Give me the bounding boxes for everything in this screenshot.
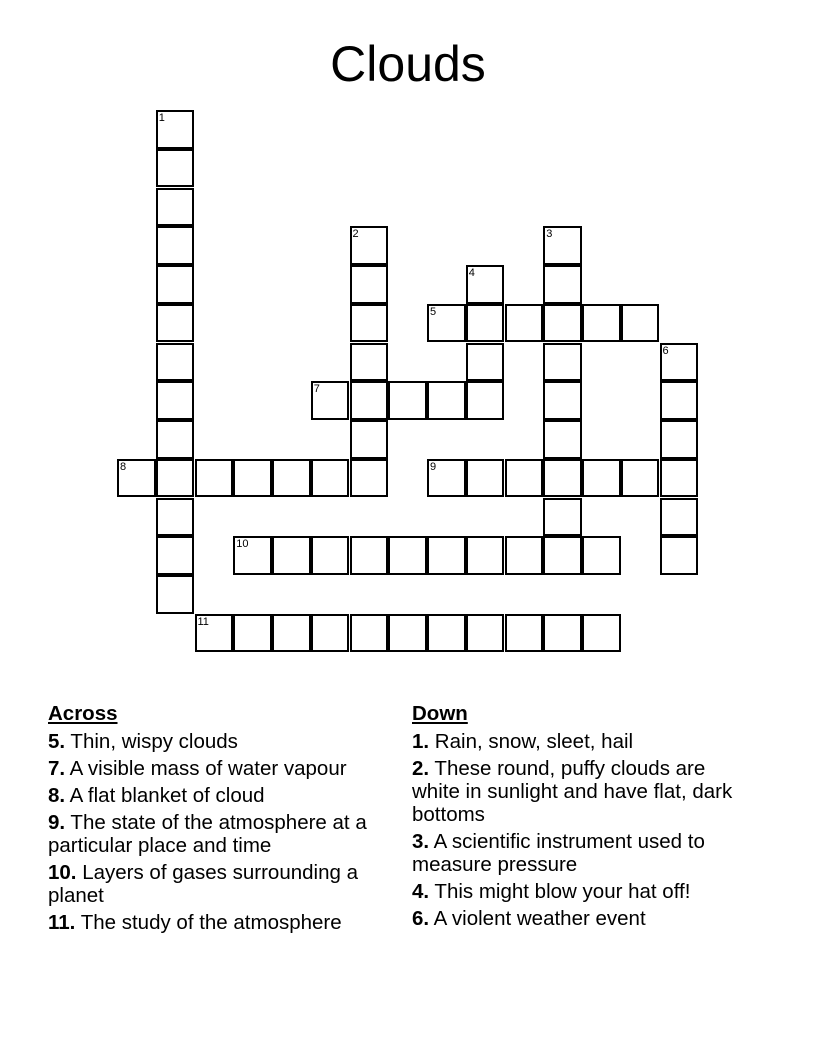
grid-cell[interactable] — [427, 459, 466, 498]
clue-number: 5 — [430, 305, 437, 318]
grid-cell[interactable] — [543, 343, 582, 382]
grid-cell[interactable] — [466, 343, 505, 382]
grid-cell[interactable] — [156, 381, 195, 420]
grid-cell[interactable] — [156, 575, 195, 614]
grid-cell[interactable] — [543, 498, 582, 537]
grid-cell[interactable] — [156, 343, 195, 382]
grid-cell[interactable] — [350, 420, 389, 459]
clue-number: 8 — [120, 460, 127, 473]
grid-cell[interactable] — [582, 459, 621, 498]
grid-cell[interactable] — [505, 536, 544, 575]
grid-cell[interactable] — [350, 226, 389, 265]
clue-number: 10 — [236, 538, 249, 551]
across-heading: Across — [48, 702, 118, 725]
clue-across-7: 7. A visible mass of water vapour — [48, 757, 347, 780]
grid-cell[interactable] — [660, 459, 699, 498]
grid-cell[interactable] — [350, 614, 389, 653]
grid-cell[interactable] — [311, 614, 350, 653]
grid-cell[interactable] — [350, 265, 389, 304]
grid-cell[interactable] — [427, 536, 466, 575]
grid-cell[interactable] — [156, 304, 195, 343]
grid-cell[interactable] — [466, 265, 505, 304]
clue-across-8: 8. A flat blanket of cloud — [48, 784, 265, 807]
grid-cell[interactable] — [427, 304, 466, 343]
grid-cell[interactable] — [660, 536, 699, 575]
grid-cell[interactable] — [156, 420, 195, 459]
grid-cell[interactable] — [350, 304, 389, 343]
clue-across-9: 9. The state of the atmosphere at a particular place and time — [48, 811, 367, 857]
grid-cell[interactable] — [311, 459, 350, 498]
grid-cell[interactable] — [156, 459, 195, 498]
clue-down-6: 6. A violent weather event — [412, 907, 646, 930]
grid-cell[interactable] — [582, 304, 621, 343]
grid-cell[interactable] — [505, 459, 544, 498]
clue-number: 2 — [352, 228, 359, 241]
grid-cell[interactable] — [543, 614, 582, 653]
grid-cell[interactable] — [156, 265, 195, 304]
puzzle-title: Clouds — [330, 36, 486, 92]
clue-across-5: 5. Thin, wispy clouds — [48, 730, 238, 753]
clue-number: 11 — [197, 615, 209, 628]
clue-down-3: 3. A scientific instrument used to measure pressure — [412, 830, 705, 876]
grid-cell[interactable] — [543, 381, 582, 420]
grid-cell[interactable] — [543, 536, 582, 575]
grid-cell[interactable] — [621, 459, 660, 498]
grid-cell[interactable] — [233, 614, 272, 653]
grid-cell[interactable] — [660, 343, 699, 382]
grid-cell[interactable] — [660, 498, 699, 537]
grid-cell[interactable] — [466, 459, 505, 498]
grid-cell[interactable] — [505, 304, 544, 343]
grid-cell[interactable] — [543, 265, 582, 304]
grid-cell[interactable] — [660, 420, 699, 459]
clue-number: 4 — [468, 267, 475, 279]
grid-cell[interactable] — [427, 614, 466, 653]
clue-across-11: 11. The study of the atmosphere — [48, 911, 342, 934]
grid-cell[interactable] — [388, 614, 427, 653]
grid-cell[interactable] — [156, 536, 195, 575]
grid-cell[interactable] — [350, 536, 389, 575]
clue-across-10: 10. Layers of gases surrounding a planet — [48, 861, 358, 907]
grid-cell[interactable] — [466, 614, 505, 653]
clue-number: 7 — [313, 383, 320, 396]
grid-cell[interactable] — [621, 304, 660, 343]
grid-cell[interactable] — [466, 381, 505, 420]
grid-cell[interactable] — [427, 381, 466, 420]
down-heading: Down — [412, 702, 468, 725]
grid-cell[interactable] — [350, 459, 389, 498]
grid-cell[interactable] — [233, 459, 272, 498]
grid-cell[interactable] — [543, 420, 582, 459]
grid-cell[interactable] — [156, 149, 195, 188]
grid-cell[interactable] — [466, 304, 505, 343]
grid-cell[interactable] — [311, 381, 350, 420]
grid-cell[interactable] — [543, 459, 582, 498]
grid-cell[interactable] — [543, 226, 582, 265]
clue-number: 1 — [158, 112, 165, 124]
grid-cell[interactable] — [543, 304, 582, 343]
grid-cell[interactable] — [117, 459, 156, 498]
grid-cell[interactable] — [195, 459, 234, 498]
grid-cell[interactable] — [272, 536, 311, 575]
clue-number: 3 — [546, 228, 553, 241]
across-clues — [48, 702, 393, 938]
grid-cell[interactable] — [350, 343, 389, 382]
grid-cell[interactable] — [156, 498, 195, 537]
clue-down-2: 2. These round, puffy clouds are white in sunlight and have flat, dark bottoms — [412, 757, 733, 826]
grid-cell[interactable] — [388, 381, 427, 420]
grid-cell[interactable] — [505, 614, 544, 653]
grid-cell[interactable] — [350, 381, 389, 420]
grid-cell[interactable] — [195, 614, 234, 653]
grid-cell[interactable] — [582, 614, 621, 653]
down-clues — [412, 702, 757, 934]
grid-cell[interactable] — [272, 614, 311, 653]
grid-cell[interactable] — [388, 536, 427, 575]
clue-down-1: 1. Rain, snow, sleet, hail — [412, 730, 634, 753]
grid-cell[interactable] — [660, 381, 699, 420]
clue-number: 9 — [430, 460, 437, 473]
grid-cell[interactable] — [233, 536, 272, 575]
clue-number: 6 — [662, 344, 669, 357]
clue-down-4: 4. This might blow your hat off! — [412, 880, 691, 903]
grid-cell[interactable] — [156, 188, 195, 227]
grid-cell[interactable] — [156, 226, 195, 265]
grid-cell[interactable] — [311, 536, 350, 575]
grid-cell[interactable] — [272, 459, 311, 498]
grid-cell[interactable] — [466, 536, 505, 575]
grid-cell[interactable] — [156, 110, 195, 149]
grid-cell[interactable] — [582, 536, 621, 575]
